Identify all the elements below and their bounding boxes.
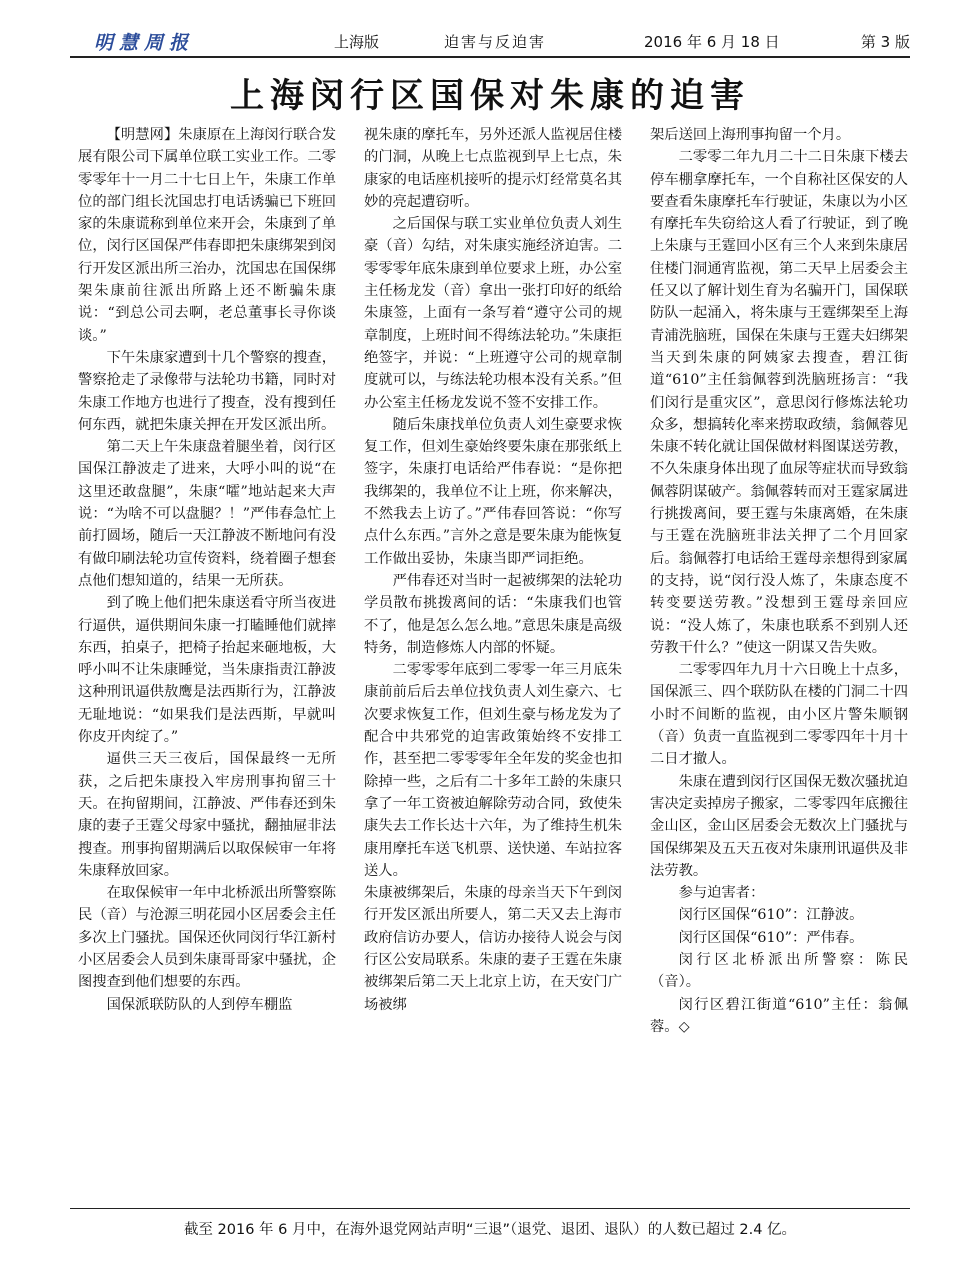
paragraph: 在取保候审一年中北桥派出所警察陈民（音）与沧源三明花园小区居委会主任多次上门骚扰。国保还伙同闵行华江新村小区居委会人员到朱康哥哥家中骚扰，企图搜查到他们想要的东西。 [78, 885, 336, 991]
paragraph: 下午朱康家遭到十几个警察的搜查，警察抢走了录像带与法轮功书籍，同时对朱康工作地方也进行了搜查，没有搜到任何东西，就把朱康关押在开发区派出所。 [78, 349, 336, 433]
header-divider [70, 56, 910, 58]
paragraph: 朱康被绑架后，朱康的母亲当天下午到闵行开发区派出所要人，第二天又去上海市政府信访办要人，信访办接待人说会与闵行区公安局联系。朱康的妻子王霆在朱康被绑架后第二天上北京上访，在天安门广场被绑 [364, 885, 622, 1013]
paragraph: 二零零零年底到二零零一年三月底朱康前前后后去单位找负责人刘生豪六、七次要求恢复工作，但刘生豪与杨龙发为了配合中共邪党的迫害政策始终不安排工作，甚至把二零零零年全年发的奖金也扣除掉一些，之后有二十多年工龄的朱康只拿了一年工资被迫解除劳动合同，致使朱康失去工作长达十六年，为了维持生机朱康用摩托车送飞机票、送快递、车站拉客送人。 [364, 662, 622, 879]
issue-date: 2016 年 6 月 18 日 [644, 32, 780, 51]
footer-notice: 截至 2016 年 6 月中，在海外退党网站声明“三退”（退党、退团、退队）的人数已超过 2.4 亿。 [183, 1222, 797, 1238]
paragraph: 二零零四年九月十六日晚上十点多，国保派三、四个联防队在楼的门洞二十四小时不间断的监视，由小区片警朱顺钢（音）负责一直监视到二零零四年十月十二日才撤人。 [650, 662, 908, 768]
paragraph: 参与迫害者： [678, 885, 765, 902]
article-body [78, 124, 908, 1184]
paragraph: 闵行区碧江街道“610”主任：翁佩蓉。◇ [650, 996, 908, 1035]
paragraph: 朱康在遭到闵行区国保无数次骚扰迫害决定卖掉房子搬家，二零零四年底搬往金山区，金山区居委会无数次上门骚扰与国保绑架及五天五夜对朱康刑讯逼供及非法劳教。 [650, 773, 908, 879]
paragraph: 第二天上午朱康盘着腿坐着，闵行区国保江静波走了进来，大呼小叫的说“在这里还敢盘腿”，朱康“嚯”地站起来大声说：“为啥不可以盘腿？！”严伟春急忙上前打圆场，随后一天江静波不断地问有没有做印刷法轮功宣传资料，绕着圈子想套点他们想知道的，结果一无所获。 [78, 439, 336, 589]
paragraph: 闵行区国保“610”：严伟春。 [678, 929, 864, 946]
paragraph: 闵行区国保“610”：江静波。 [678, 907, 864, 924]
column-3 [650, 124, 908, 1184]
paragraph: 之后国保与联工实业单位负责人刘生豪（音）勾结，对朱康实施经济迫害。二零零零年底朱康到单位要求上班，办公室主任杨龙发（音）拿出一张打印好的纸给朱康签，上面有一条写着“遵守公司的规章制度，上班时间不得练法轮功。”朱康拒绝签字，并说：“上班遵守公司的规章制度就可以，与练法轮功根本没有关系。”但办公室主任杨龙发说不签不安排工作。 [364, 216, 622, 411]
section-label: 迫害与反迫害 [444, 32, 547, 51]
paragraph: 二零零二年九月二十二日朱康下楼去停车棚拿摩托车，一个自称社区保安的人要查看朱康摩托车行驶证，朱康以为小区有摩托车失窃给这人看了行驶证，到了晚上朱康与王霆回小区有三个人来到朱康居住楼门洞通宵监视，第二天早上居委会主任又以了解计划生育为名骗开门，国保联防队一起涌入，将朱康与王霆绑架至上海青浦洗脑班，国保在朱康与王霆夫妇绑架当天到朱康的阿姨家去搜查，碧江街道“610”主任翁佩蓉到洗脑班扬言：“我们闵行是重灾区”，意思闵行修炼法轮功众多，想搞转化率来捞取政绩，翁佩蓉见朱康不转化就让国保做材料图谋送劳教，不久朱康身体出现了血尿等症状而导致翁佩蓉阴谋破产。翁佩蓉转而对王霆家属进行挑拨离间，要王霆与朱康离婚，在朱康与王霆在洗脑班非法关押了二个月回家后。翁佩蓉打电话给王霆母亲想得到家属的支持，说“闵行没人炼了，朱康态度不转变要送劳教。”没想到王霆母亲回应说：“没人炼了，朱康也联系不到别人还劳教干什么？”使这一阴谋又告失败。 [650, 149, 908, 656]
footer-divider [70, 1208, 910, 1209]
article-title: 上海闵行区国保对朱康的迫害 [230, 76, 750, 116]
paragraph: 闵行区北桥派出所警察：陈民（音）。 [650, 951, 908, 991]
newspaper-logo: 明慧周报 [94, 31, 195, 54]
paragraph: 逼供三天三夜后，国保最终一无所获，之后把朱康投入牢房刑事拘留三十天。在拘留期间，江静波、严伟春还到朱康的妻子王霆父母家中骚扰，翻抽屉非法搜查。刑事拘留期满后以取保候审一年将朱康释放回家。 [78, 751, 336, 879]
paragraph: 架后送回上海刑事拘留一个月。 [650, 127, 851, 143]
paragraph: 国保派联防队的人到停车棚监 [106, 996, 293, 1013]
paragraph: 严伟春还对当时一起被绑架的法轮功学员散布挑拨离间的话：“朱康我们也管不了，他是怎么怎么地。”意思朱康是高级特务，制造修炼人内部的怀疑。 [364, 572, 622, 656]
paragraph: 【明慧网】朱康原在上海闵行联合发展有限公司下属单位联工实业工作。二零零零年十一月二十七日上午，朱康工作单位的部门组长沈国忠打电话诱骗已下班回家的朱康谎称到单位来开会，朱康到了单位，闵行区国保严伟春即把朱康绑架到闵行开发区派出所三治办，沈国忠在国保绑架朱康前往派出所路上还不断骗朱康说：“到总公司去啊，老总董事长寻你谈谈。” [78, 127, 336, 344]
masthead [70, 26, 910, 56]
paragraph: 随后朱康找单位负责人刘生豪要求恢复工作，但刘生豪始终要朱康在那张纸上签字，朱康打电话给严伟春说：“是你把我绑架的，我单位不让上班，你来解决，不然我去上访了。”严伟春回答说：“你写点什么东西。”言外之意是要朱康为能恢复工作做出妥协，朱康当即严词拒绝。 [364, 416, 622, 567]
column-2 [364, 124, 622, 1184]
page-number: 第 3 版 [860, 32, 910, 51]
column-1 [78, 124, 336, 1184]
paragraph: 到了晚上他们把朱康送看守所当夜进行逼供，逼供期间朱康一打瞌睡他们就摔东西，拍桌子，把椅子抬起来砸地板，大呼小叫不让朱康睡觉，当朱康指责江静波这种刑讯逼供敖鹰是法西斯行为，江静波无耻地说：“如果我们是法西斯，早就叫你皮开肉绽了。” [78, 595, 336, 746]
paragraph: 视朱康的摩托车，另外还派人监视居住楼的门洞，从晚上七点监视到早上七点，朱康家的电话座机接听的提示灯经常莫名其妙的亮起遭窃听。 [364, 127, 622, 210]
edition-label: 上海版 [334, 32, 380, 51]
